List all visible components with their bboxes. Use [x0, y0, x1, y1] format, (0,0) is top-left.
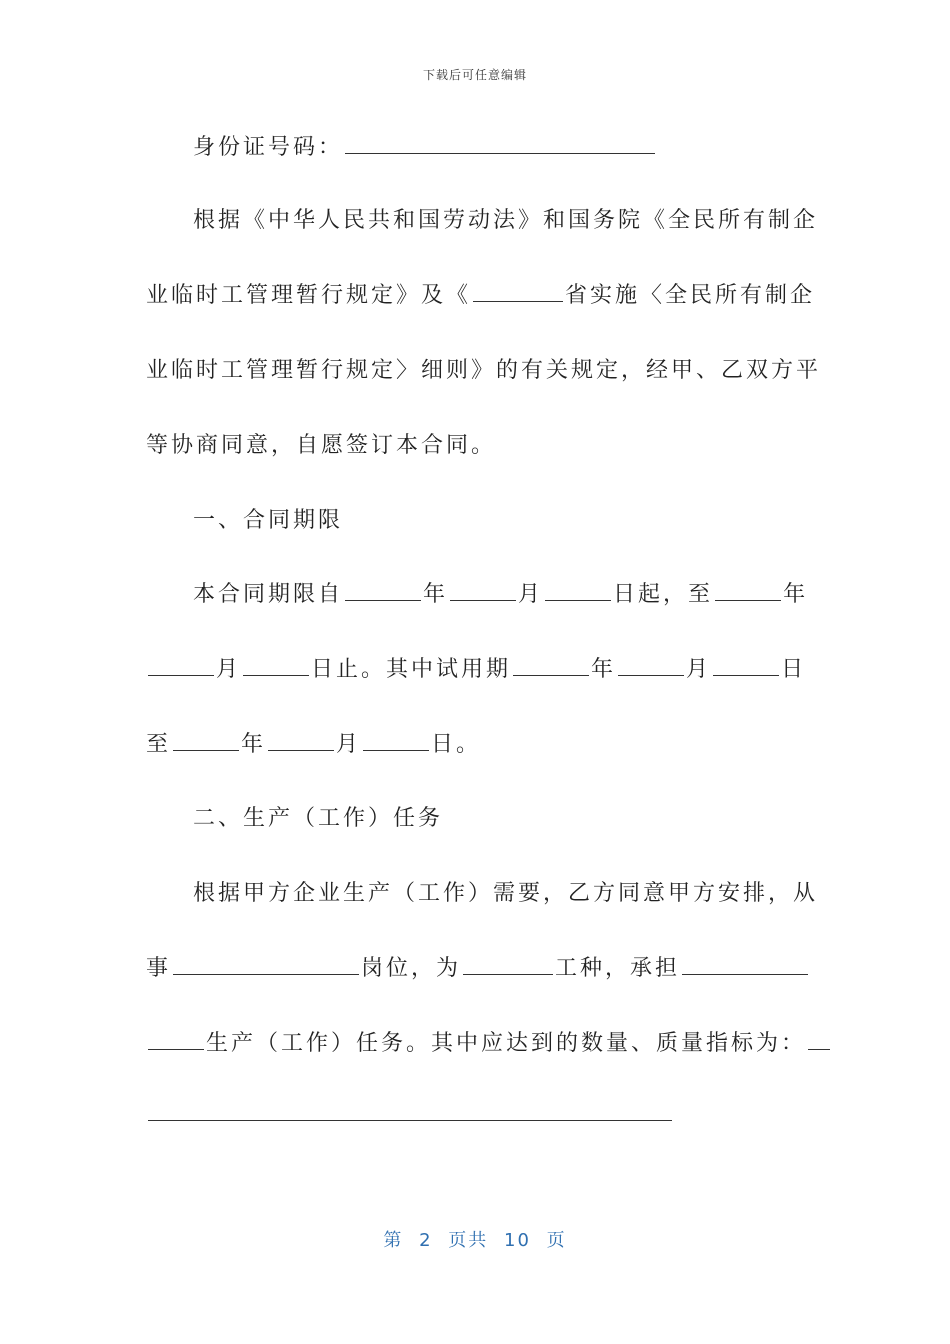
end-year-blank[interactable]	[715, 580, 781, 601]
id-number-line	[193, 133, 657, 163]
job-type-blank[interactable]	[463, 954, 553, 975]
text-fragment: 月	[336, 732, 362, 757]
probation-end-year-blank[interactable]	[173, 730, 239, 751]
task-blank-continued[interactable]	[148, 1029, 204, 1050]
text-fragment: 工种，承担	[555, 956, 681, 981]
text-fragment: 年	[423, 582, 449, 607]
end-month-blank[interactable]	[148, 655, 214, 676]
paragraph-line	[146, 655, 806, 685]
text-fragment: 业临时工管理暂行规定》及《	[146, 283, 472, 308]
paragraph-line: 业临时工管理暂行规定〉细则》的有关规定，经甲、乙双方平	[146, 358, 822, 383]
text-fragment: 省实施〈全民所有制企	[565, 283, 816, 308]
paragraph-line	[146, 730, 481, 760]
text-fragment: 年	[591, 657, 617, 682]
paragraph-line	[146, 1100, 674, 1130]
paragraph-line	[146, 1029, 832, 1059]
start-day-blank[interactable]	[545, 580, 611, 601]
text-fragment: 岗位，为	[361, 956, 462, 981]
text-fragment: 年	[783, 582, 809, 607]
text-fragment: 本合同期限自	[193, 582, 344, 607]
task-blank[interactable]	[682, 954, 808, 975]
text-fragment: 月	[686, 657, 712, 682]
page-header-note: 下载后可任意编辑	[422, 68, 527, 82]
paragraph-line	[146, 954, 810, 984]
paragraph-line: 等协商同意，自愿签订本合同。	[146, 433, 497, 458]
probation-end-month-blank[interactable]	[268, 730, 334, 751]
text-fragment: 年	[241, 732, 267, 757]
footer-prefix: 第	[383, 1230, 404, 1251]
probation-end-day-blank[interactable]	[363, 730, 429, 751]
start-month-blank[interactable]	[450, 580, 516, 601]
text-fragment: 日	[781, 657, 807, 682]
current-page-number: 2	[419, 1230, 433, 1251]
quality-indicator-blank[interactable]	[808, 1029, 830, 1050]
end-day-blank[interactable]	[243, 655, 309, 676]
text-fragment: 日起，至	[613, 582, 714, 607]
paragraph-line: 根据《中华人民共和国劳动法》和国务院《全民所有制企	[193, 208, 819, 233]
footer-suffix: 页	[546, 1230, 567, 1251]
paragraph-line	[146, 281, 815, 311]
section-title-contract-term: 一、合同期限	[193, 508, 344, 533]
probation-month-blank[interactable]	[618, 655, 684, 676]
section-title-production-task: 二、生产（工作）任务	[193, 806, 444, 831]
page-number-footer	[0, 1226, 950, 1252]
id-number-label: 身份证号码：	[193, 135, 344, 160]
position-blank[interactable]	[173, 954, 359, 975]
total-page-count: 10	[504, 1230, 531, 1251]
text-fragment: 生产（工作）任务。其中应达到的数量、质量指标为：	[206, 1031, 807, 1056]
id-number-blank[interactable]	[345, 133, 655, 154]
text-fragment: 月	[216, 657, 242, 682]
text-fragment: 日止。其中试用期	[311, 657, 512, 682]
text-fragment: 事	[146, 956, 172, 981]
footer-middle: 页共	[448, 1230, 489, 1251]
probation-year-blank[interactable]	[513, 655, 589, 676]
quality-indicator-blank-continued[interactable]	[148, 1100, 672, 1121]
probation-day-blank[interactable]	[713, 655, 779, 676]
text-fragment: 月	[518, 582, 544, 607]
text-fragment: 日。	[431, 732, 482, 757]
paragraph-line: 根据甲方企业生产（工作）需要，乙方同意甲方安排，从	[193, 881, 819, 906]
start-year-blank[interactable]	[345, 580, 421, 601]
text-fragment: 至	[146, 732, 172, 757]
paragraph-line	[193, 580, 808, 610]
province-blank[interactable]	[473, 281, 563, 302]
